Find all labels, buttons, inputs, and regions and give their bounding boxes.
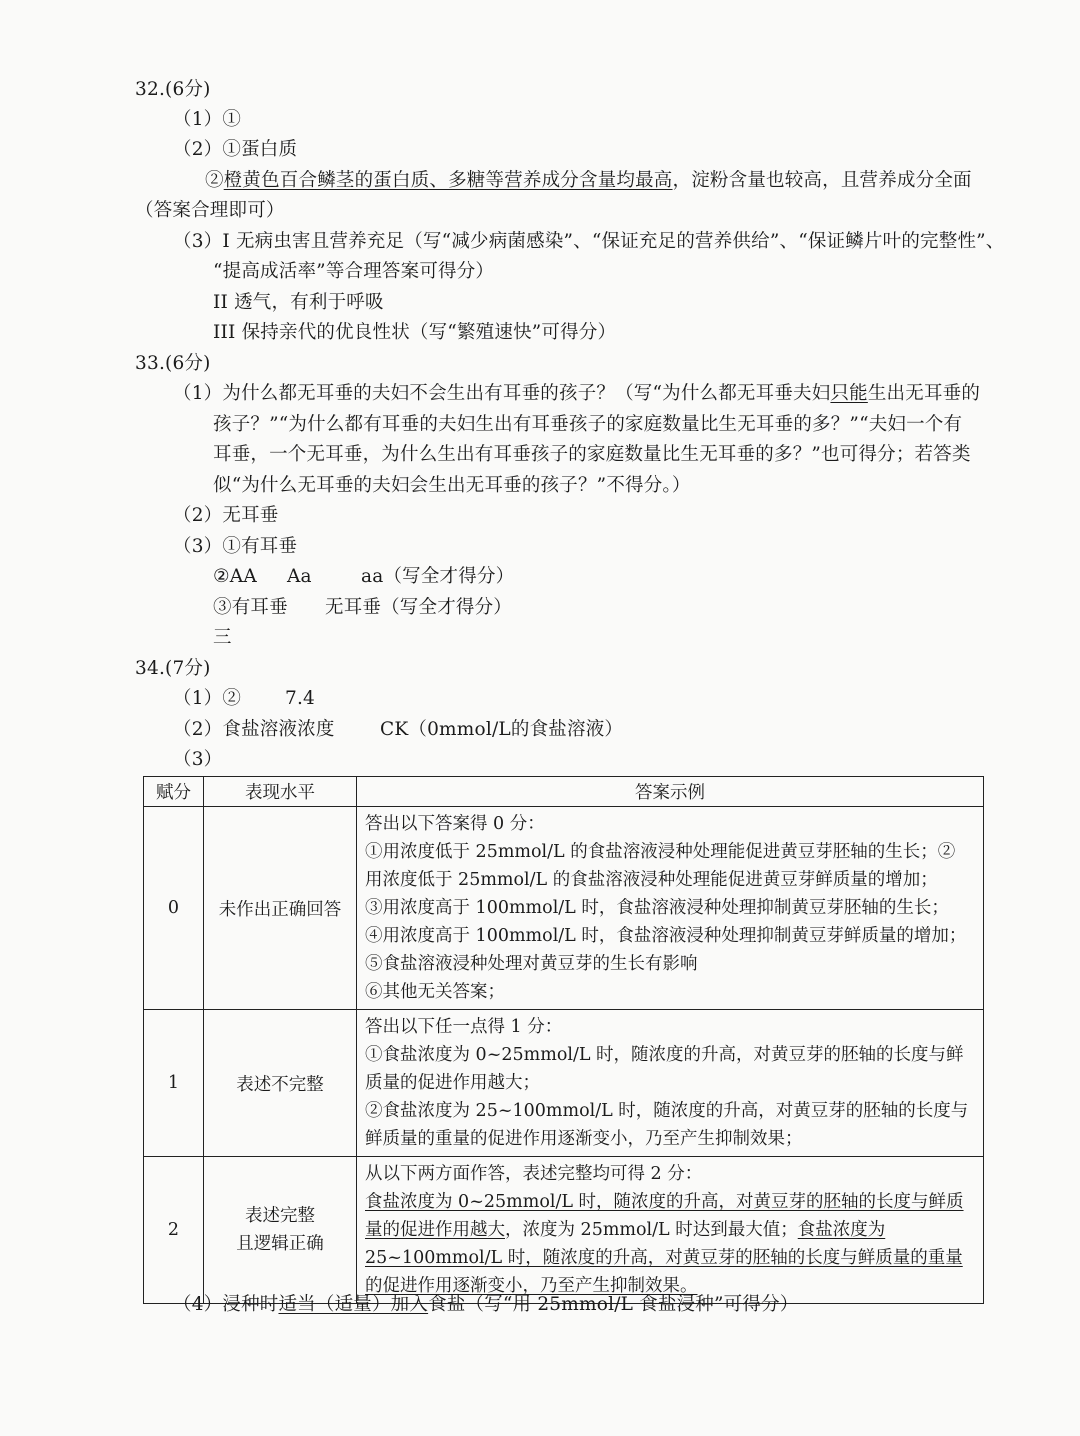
q32-part3-1: （3）I 无病虫害且营养充足（写“减少病菌感染”、“保证充足的营养供给”、“保证鳞片叶的完整性”、	[173, 231, 1005, 252]
level-cell: 表述不完整	[204, 1010, 357, 1157]
q33-part2: （2）无耳垂	[173, 505, 279, 526]
q33-part3-1: （3）①有耳垂	[173, 536, 298, 557]
example-cell: 答出以下答案得 0 分： ①用浓度低于 25mmol/L 的食盐溶液浸种处理能促进黄豆芽胚轴的生长；② 用浓度低于 25mmol/L 的食盐溶液浸种处理能促进黄豆芽鲜质量的增加； ③用浓度高于 100mmol/L 时，食盐溶液浸种处理抑制黄豆芽胚轴的生长； ④用浓度高于 100mmol/L 时，食盐溶液浸种处理抑制黄豆芽鲜质量的增加； ⑤食盐溶液浸种处理对黄豆芽的生长有影响 ⑥其他无关答案；	[357, 807, 984, 1010]
score-cell: 1	[144, 1010, 204, 1157]
table-row	[144, 807, 984, 1010]
q34-part2a: （2）食盐溶液浓度	[173, 719, 335, 740]
q33-part3-2b: Aa	[287, 566, 312, 587]
q32-part3-3: III 保持亲代的优良性状（写“繁殖速快”可得分）	[213, 322, 617, 343]
header-score: 赋分	[144, 777, 204, 807]
q32-part3-2: II 透气，有利于呼吸	[213, 292, 384, 313]
table-row	[144, 1157, 984, 1304]
scoring-table	[143, 776, 984, 1304]
q34-part1a: （1）②	[173, 688, 242, 709]
q34-part4: （4）浸种时适当（适量）加入食盐（写“用 25mmol/L 食盐浸种”可得分）	[173, 1294, 799, 1315]
score-cell: 2	[144, 1157, 204, 1304]
q33-part3-4: 三	[213, 627, 232, 648]
q32-part2-1: （2）①蛋白质	[173, 139, 298, 160]
q34-part3: （3）	[173, 749, 223, 770]
q32-title: 32.(6分)	[135, 79, 211, 100]
example-cell: 从以下两方面作答，表述完整均可得 2 分： 食盐浓度为 0~25mmol/L 时，随浓度的升高，对黄豆芽的胚轴的长度与鲜质 量的促进作用越大，浓度为 25mmol/L 时达到最大值；食盐浓度为 25~100mmol/L 时，随浓度的升高，对黄豆芽的胚轴的长度与鲜质量的重量 的促进作用逐渐变小，乃至产生抑制效果。	[357, 1157, 984, 1304]
header-example: 答案示例	[357, 777, 984, 807]
q33-part3-2a: ②AA	[213, 566, 257, 587]
score-cell: 0	[144, 807, 204, 1010]
q33-part1-3: 耳垂，一个无耳垂，为什么生出有耳垂孩子的家庭数量比生无耳垂的多？”也可得分；若答类	[213, 444, 971, 465]
q33-part3-2c: aa（写全才得分）	[361, 566, 515, 587]
level-cell: 表述完整 且逻辑正确	[204, 1157, 357, 1304]
q33-part1-4: 似“为什么无耳垂的夫妇会生出无耳垂的孩子？”不得分。）	[213, 475, 691, 496]
q33-part1-2: 孩子？”“为什么都有耳垂的夫妇生出有耳垂孩子的家庭数量比生无耳垂的多？”“夫妇一个有	[213, 414, 963, 435]
header-level: 表现水平	[204, 777, 357, 807]
q33-part3-3b: 无耳垂（写全才得分）	[325, 597, 513, 618]
q33-part1-1: （1）为什么都无耳垂的夫妇不会生出有耳垂的孩子？（写“为什么都无耳垂夫妇只能生出无耳垂的	[173, 383, 981, 404]
table-header-row	[144, 777, 984, 807]
q32-part3-1-cont: “提高成活率”等合理答案可得分）	[213, 261, 495, 282]
q34-part2b: CK（0mmol/L的食盐溶液）	[380, 719, 624, 740]
q32-part2-2: ②橙黄色百合鳞茎的蛋白质、多糖等营养成分含量均最高，淀粉含量也较高，且营养成分全面	[205, 170, 972, 191]
q34-title: 34.(7分)	[135, 658, 211, 679]
q32-part2-note: （答案合理即可）	[135, 200, 285, 221]
q34-part1b: 7.4	[285, 688, 316, 709]
q33-title: 33.(6分)	[135, 353, 211, 374]
q33-part3-3a: ③有耳垂	[213, 597, 288, 618]
table-row	[144, 1010, 984, 1157]
q32-part1: （1）①	[173, 109, 242, 130]
example-cell: 答出以下任一点得 1 分： ①食盐浓度为 0~25mmol/L 时，随浓度的升高，对黄豆芽的胚轴的长度与鲜 质量的促进作用越大； ②食盐浓度为 25~100mmol/L 时，随浓度的升高，对黄豆芽的胚轴的长度与 鲜质量的重量的促进作用逐渐变小，乃至产生抑制效果；	[357, 1010, 984, 1157]
level-cell: 未作出正确回答	[204, 807, 357, 1010]
underlined-answer: 橙黄色百合鳞茎的蛋白质、多糖等营养成分含量均最高	[223, 170, 673, 191]
